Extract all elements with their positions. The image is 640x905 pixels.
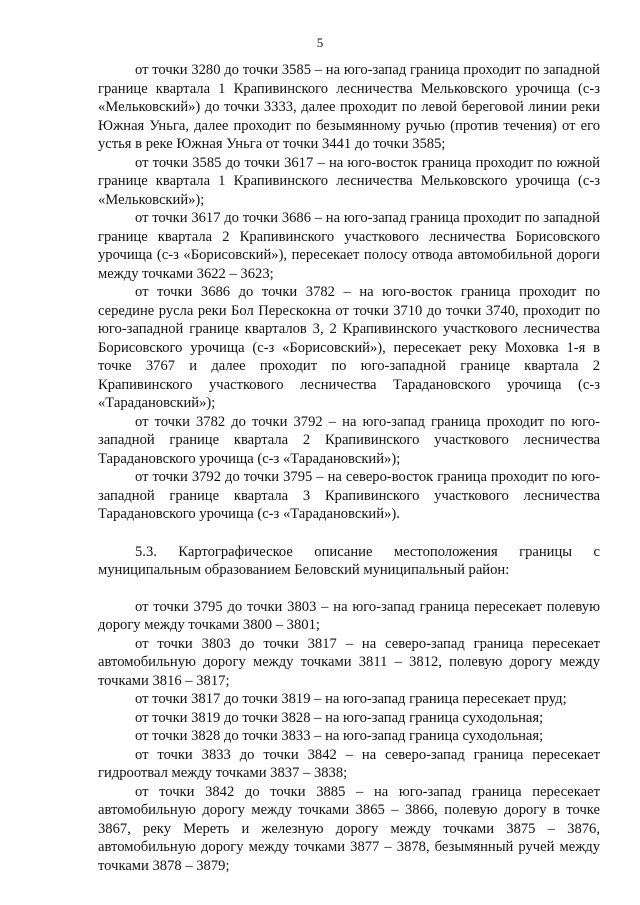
boundary-paragraph: от точки 3617 до точки 3686 – на юго-запад граница проходит по западной границе квартала 2 Крапивинского участкового лесничества Борисовского урочища (с-з «Борисовский»), пересекает полосу отвода автомобильной дороги между точками 3622 – 3623; — [98, 210, 600, 282]
boundary-paragraph: от точки 3803 до точки 3817 – на северо-запад граница пересекает автомобильную дорогу между точками 3811 – 3812, полевую дорогу между точками 3816 – 3817; — [98, 635, 600, 689]
boundary-paragraph: от точки 3280 до точки 3585 – на юго-запад граница проходит по западной границе квартала 1 Крапивинского лесничества Мельковского урочища (с-з «Мельковский») до точки 3333, далее проходит по левой береговой линии реки Южная Уньга, далее проходит по безымянному ручью (против течения) от его устья в реке Южная Уньга от точки 3441 до точки 3585; — [98, 62, 600, 152]
boundary-paragraph: от точки 3828 до точки 3833 – на юго-запад граница суходольная; — [135, 728, 544, 744]
page-number: 5 — [316, 35, 324, 50]
section-heading: 5.3. Картографическое описание местоположения границы с муниципальным образованием Беловский муниципальный район: — [98, 543, 600, 578]
boundary-paragraph: от точки 3795 до точки 3803 – на юго-запад граница пересекает полевую дорогу между точками 3800 – 3801; — [98, 598, 600, 633]
boundary-paragraph: от точки 3817 до точки 3819 – на юго-запад граница пересекает пруд; — [135, 691, 567, 707]
boundary-paragraph: от точки 3585 до точки 3617 – на юго-восток граница проходит по южной границе квартала 1 Крапивинского лесничества Мельковского урочища (с-з «Мельковский»); — [98, 154, 600, 208]
boundary-paragraph: от точки 3782 до точки 3792 – на юго-запад граница проходит по юго-западной границе квартала 2 Крапивинского участкового лесничества Тарадановского урочища (с-з «Тарадановский»); — [98, 413, 600, 467]
boundary-paragraph: от точки 3819 до точки 3828 – на юго-запад граница суходольная; — [135, 709, 544, 726]
boundary-paragraph: от точки 3833 до точки 3842 – на северо-запад граница пересекает гидроотвал между точками 3837 – 3838; — [98, 746, 600, 781]
section-spacer — [98, 524, 600, 543]
boundary-paragraph: от точки 3792 до точки 3795 – на северо-восток граница проходит по юго-западной границе квартала 3 Крапивинского участкового лесничества Тарадановского урочища (с-з «Тарадановский»). — [98, 469, 600, 522]
boundary-paragraph: от точки 3842 до точки 3885 – на юго-запад граница пересекает автомобильную дорогу между точками 3865 – 3866, полевую дорогу в точке 3867, реку Мереть и железную дорогу между точками 3875 – 3876, автомобильную дорогу между точками 3877 – 3878, безымянный ручей между точками 3878 – 3879; — [98, 783, 600, 874]
section-spacer — [98, 580, 600, 598]
document-body — [98, 61, 600, 875]
boundary-paragraph: от точки 3686 до точки 3782 – на юго-восток граница проходит по середине русла реки Бол Перескокна от точки 3710 до точки 3740, проходит по юго-западной границе кварталов 3, 2 Крапивинского участкового лесничества Борисовского урочища (с-з «Борисовский»), пересекает реку Моховка 1-я в точке 3767 и далее проходит по юго-западной границе квартала 2 Крапивинского участкового лесничества Тарадановского урочища (с-з «Тарадановский»); — [98, 284, 600, 411]
